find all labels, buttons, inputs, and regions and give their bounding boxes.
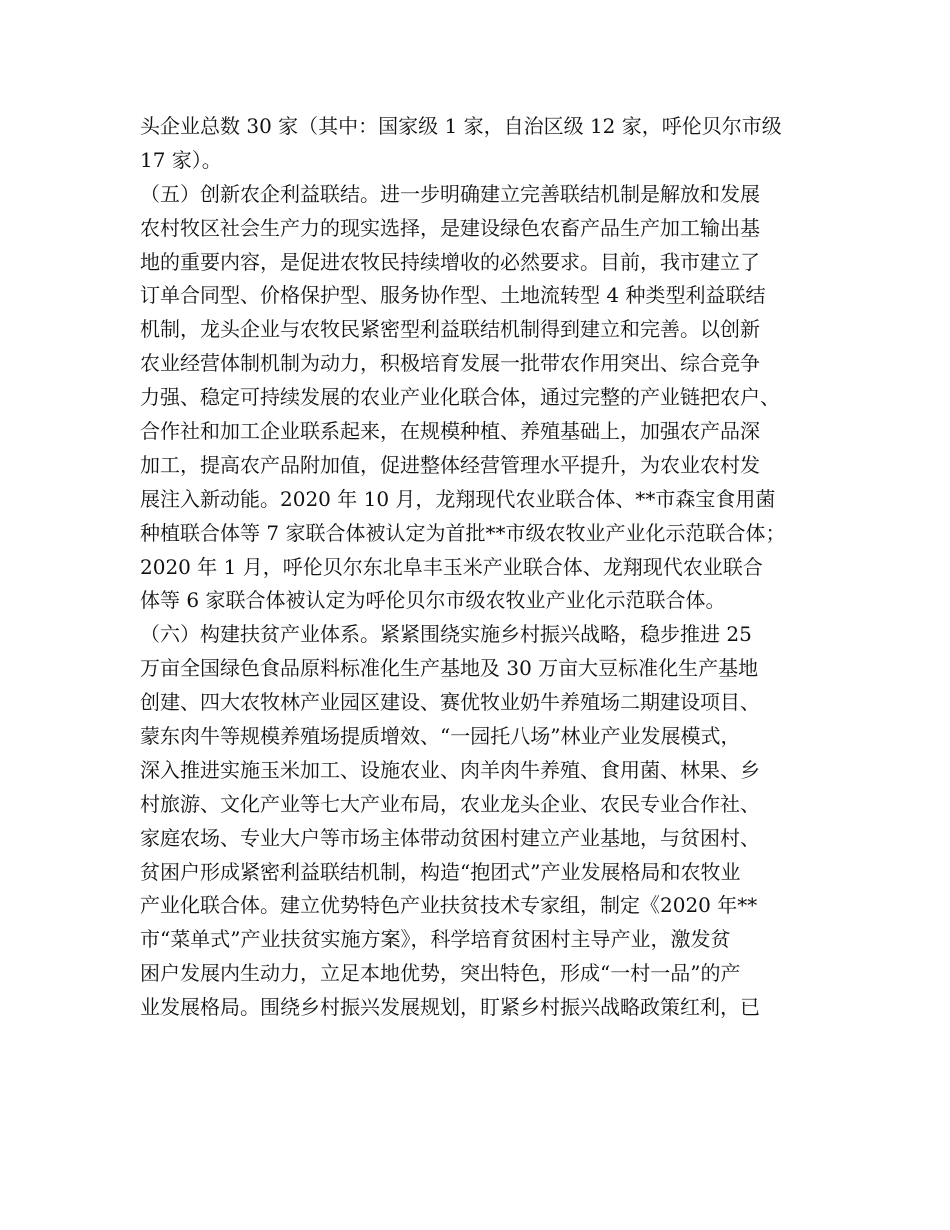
text-line: 村旅游、文化产业等七大产业布局，农业龙头企业、农民专业合作社、 xyxy=(140,791,760,816)
text-line: 地的重要内容，是促进农牧民持续增收的必然要求。目前，我市建立了 xyxy=(140,249,760,274)
text-line: 订单合同型、价格保护型、服务协作型、土地流转型 4 种类型利益联结 xyxy=(140,283,766,308)
text-line: 业发展格局。围绕乡村振兴发展规划，盯紧乡村振兴战略政策红利，已 xyxy=(140,995,760,1020)
text-line: 贫困户形成紧密利益联结机制，构造“抱团式”产业发展格局和农牧业 xyxy=(140,859,741,884)
text-line: 17 家）。 xyxy=(140,147,222,172)
text-line: 万亩全国绿色食品原料标准化生产基地及 30 万亩大豆标准化生产基地 xyxy=(140,656,759,681)
text-line: 市“菜单式”产业扶贫实施方案》，科学培育贫困村主导产业，激发贫 xyxy=(140,927,731,952)
text-line: 头企业总数 30 家（其中：国家级 1 家，自治区级 12 家，呼伦贝尔市级 xyxy=(140,114,782,138)
text-line: 深入推进实施玉米加工、设施农业、肉羊肉牛养殖、食用菌、林果、乡 xyxy=(140,757,760,782)
text-line: 产业化联合体。建立优势特色产业扶贫技术专家组，制定《2020 年** xyxy=(140,893,758,918)
document-body xyxy=(140,110,840,1025)
text-line: 2020 年 1 月，呼伦贝尔东北阜丰玉米产业联合体、龙翔现代农业联合 xyxy=(140,554,763,579)
text-line: 机制，龙头企业与农牧民紧密型利益联结机制得到建立和完善。以创新 xyxy=(140,317,760,342)
text-line: 农业经营体制机制为动力，积极培育发展一批带农作用突出、综合竞争 xyxy=(140,351,760,376)
text-line: （五）创新农企利益联结。进一步明确建立完善联结机制是解放和发展 xyxy=(140,181,760,206)
text-line: 蒙东肉牛等规模养殖场提质增效、“一园托八场”林业产业发展模式， xyxy=(140,724,741,749)
text-line: 农村牧区社会生产力的现实选择，是建设绿色农畜产品生产加工输出基 xyxy=(140,215,760,240)
text-line: 体等 6 家联合体被认定为呼伦贝尔市级农牧业产业化示范联合体。 xyxy=(140,588,726,613)
text-line: 家庭农场、专业大户等市场主体带动贫困村建立产业基地，与贫困村、 xyxy=(140,825,760,850)
text-line: 展注入新动能。2020 年 10 月，龙翔现代农业联合体、**市森宝食用菌 xyxy=(140,486,776,511)
text-line: 创建、四大农牧林产业园区建设、赛优牧业奶牛养殖场二期建设项目、 xyxy=(140,690,760,715)
text-line: 困户发展内生动力，立足本地优势，突出特色，形成“一村一品”的产 xyxy=(140,961,741,986)
text-line: 加工，提高农产品附加值，促进整体经营管理水平提升，为农业农村发 xyxy=(140,452,760,477)
text-line: 种植联合体等 7 家联合体被认定为首批**市级农牧业产业化示范联合体； xyxy=(140,520,786,545)
text-line: 力强、稳定可持续发展的农业产业化联合体，通过完整的产业链把农户、 xyxy=(140,385,780,410)
text-line: 合作社和加工企业联系起来，在规模种植、养殖基础上，加强农产品深 xyxy=(140,419,760,444)
text-line: （六）构建扶贫产业体系。紧紧围绕实施乡村振兴战略，稳步推进 25 xyxy=(140,622,752,647)
